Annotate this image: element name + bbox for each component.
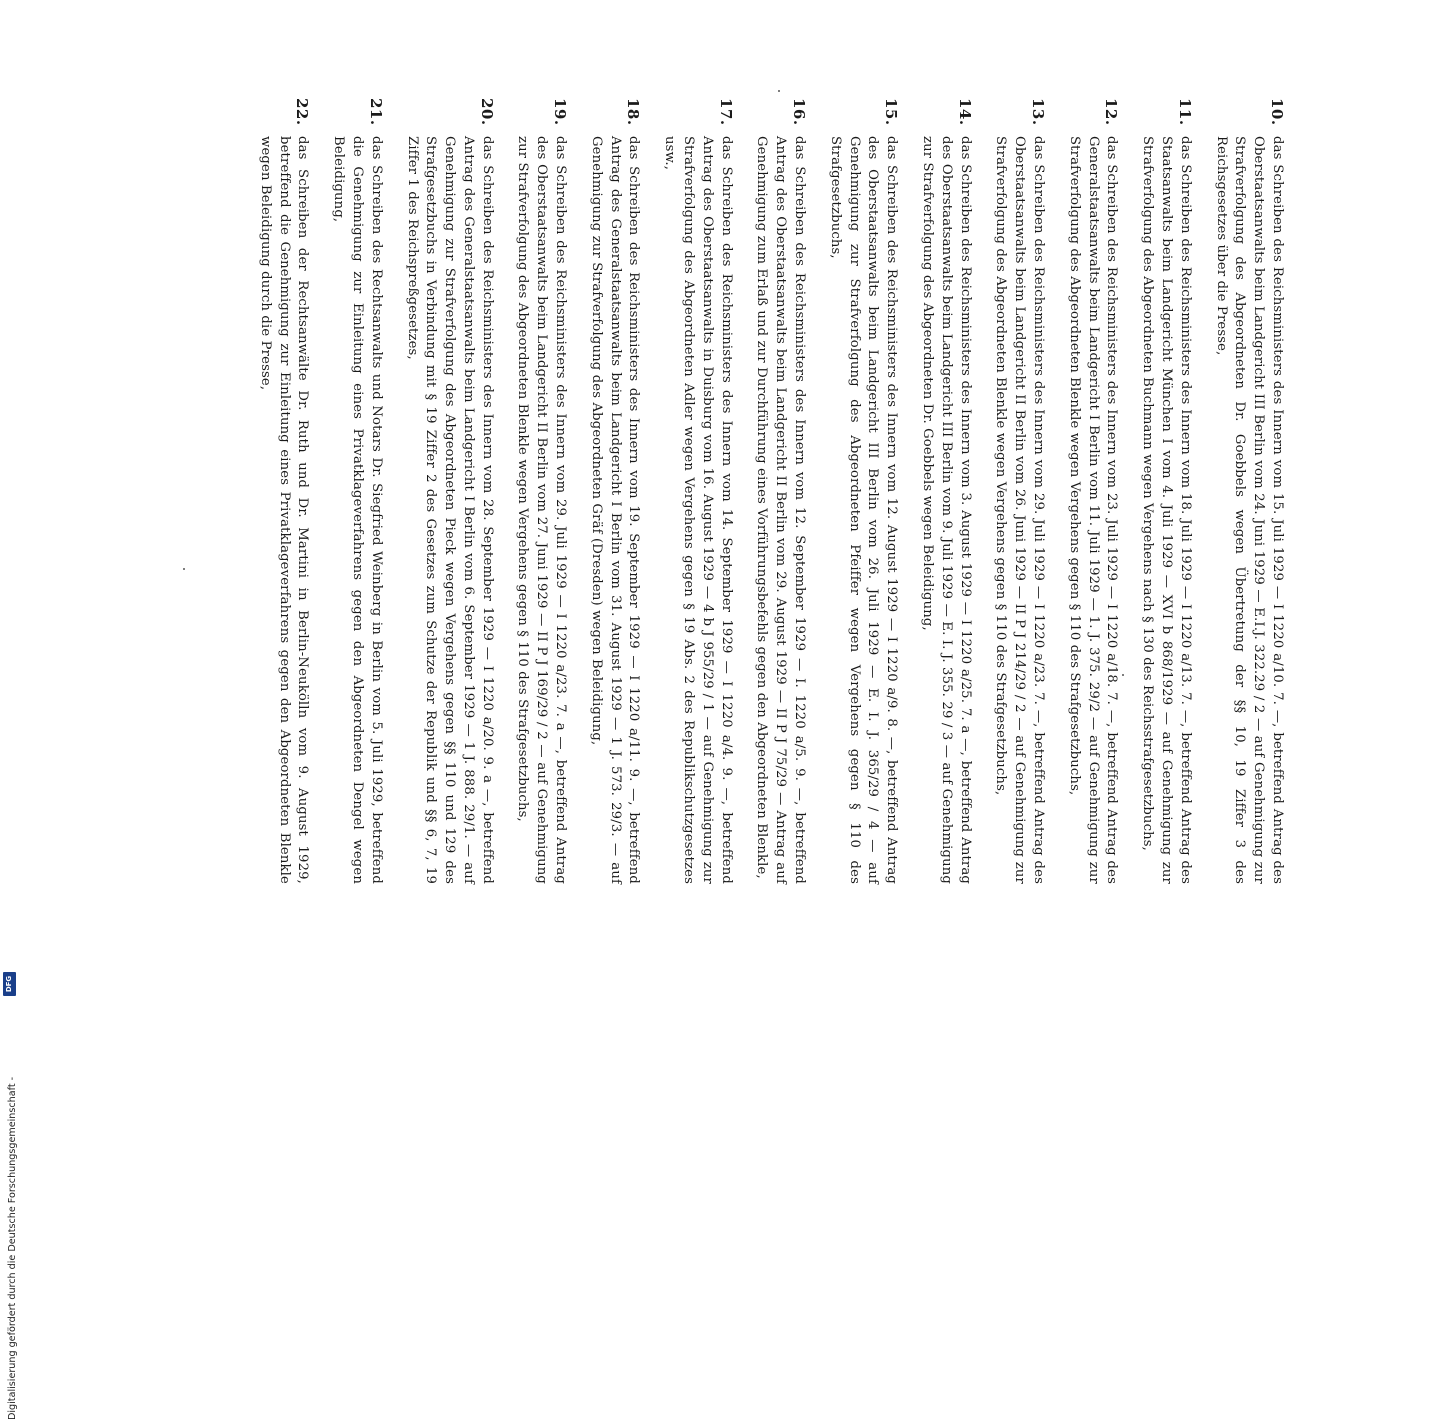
entry-text: das Schreiben der Rechtsanwälte Dr. Ruth und Dr. Martini in Berlin-Neukölln vom 9. August 1929, betreffend die Genehmigung zur Einleitung eines Privatklageverfahrens gegen den Abgeordneten Blenkle wegen Beleidigung durch die Presse, [257, 136, 311, 884]
dfg-logo-icon [3, 972, 16, 996]
list-item [1137, 98, 1193, 884]
entry-text: das Schreiben des Reichsministers des Innern vom 18. Juli 1929 — I 1220 a/13. 7. —, betreffend Antrag des Staatsanwalts beim Landgericht München I vom 4. Juli 1929 — XVI b 868/1929 — auf Genehmigung zur Strafverfolgung des Abgeordneten Buchmann wegen Vergehens nach § 130 des Reichsstrafgesetzbuchs, [1140, 136, 1193, 884]
entry-text: das Schreiben des Reichsministers des Innern vom 19. September 1929 — I 1220 a/11. 9. —, betreffend Antrag des Generalstaatsanwalts beim Landgericht I Berlin vom 31. August 1929 — 1 J. 573. 29/3. — auf Genehmigung zur Strafverfolgung des Abgeordneten Gräf (Dresden) wegen Beleidigung, [588, 136, 642, 884]
entry-number: 11. [1175, 98, 1194, 126]
entry-text: das Schreiben des Reichsministers des Innern vom 12. August 1929 — I 1220 a/9. 8. —, betreffend Antrag des Oberstaatsanwalts beim Landgericht III Berlin vom 26. Juli 1929 — E. I. J. 365/29 / 4 — auf Genehmigung zur Strafverfolgung des Abgeordneten Pfeiffer wegen Vergehens gegen § 110 des Strafgesetzbuchs, [827, 136, 900, 884]
list-item [513, 98, 569, 884]
entry-number: 18. [624, 98, 643, 126]
list-item [917, 98, 973, 884]
dfg-logo-text: DFG [5, 975, 14, 993]
list-item [991, 98, 1047, 884]
entry-text: das Schreiben des Reichsministers des Innern vom 14. September 1929 — I 1220 a/4. 9. —, betreffend Antrag des Oberstaatsanwalts in Duisburg vom 16. August 1929 — 4 b J 955/29 / 1 — auf Genehmigung zur Strafverfolgung des Abgeordneten Adler wegen Vergehens gegen § 19 Abs. 2 des Republikschutzgesetzes usw., [662, 136, 734, 884]
list-item [1064, 98, 1120, 884]
list-item [328, 98, 384, 884]
entry-number: 22. [293, 98, 312, 126]
entry-text: das Schreiben des Rechtsanwalts und Notars Dr. Siegfried Weinberg in Berlin vom 5. Juli 1929, betreffend die Genehmigung zur Einleitung eines Privatklageverfahrens gegen den Abgeordneten Dengel wegen Beleidigung, [331, 136, 384, 884]
entry-number: 19. [551, 98, 570, 126]
entry-number: 12. [1102, 98, 1121, 126]
entry-number: 14. [955, 98, 974, 126]
list-item [402, 98, 496, 884]
entry-text: das Schreiben des Reichsministers des Innern vom 12. September 1929 — I. 1220 a/5. 9. —, betreffend Antrag des Oberstaatsanwalts beim Landgericht II Berlin vom 29. August 1929 — II P J 75/29 — Antrag auf Genehmigung zum Erlaß und zur Durchführung eines Vorführungsbefehls gegen den Abgeordneten Blenkle, [754, 136, 808, 884]
list-item [752, 98, 808, 884]
scan-speck [183, 568, 185, 570]
entry-text: das Schreiben des Reichsministers des Innern vom 3. August 1929 — I 1220 a/25. 7. a —, betreffend Antrag des Oberstaatsanwalts beim Landgericht III Berlin vom 9. Juli 1929 — E. I. J. 355. 29 / 3 — auf Genehmigung zur Strafverfolgung des Abgeordneten Dr. Goebbels wegen Beleidigung, [920, 136, 973, 884]
entry-text: das Schreiben des Reichsministers des Innern vom 29. Juli 1929 — I 1220 a/23. 7. a —, betreffend Antrag des Oberstaatsanwalts beim Landgericht II Berlin vom 27. Juni 1929 — II P J 169/29 / 2 — auf Genehmigung zur Strafverfolgung des Abgeordneten Blenkle wegen Vergehens gegen § 110 des Strafgesetzbuchs, [515, 136, 569, 884]
digitization-note-text: Digitalisierung gefördert durch die Deutsche Forschungsgemeinschaft - [7, 1076, 18, 1420]
scan-speck [1122, 674, 1124, 676]
list-item [659, 98, 734, 884]
entry-number: 16. [790, 98, 809, 126]
entry-number: 15. [882, 98, 901, 126]
entry-number: 21. [366, 98, 385, 126]
digitization-note [6, 1000, 32, 1420]
entry-text: das Schreiben des Reichsministers des Innern vom 28. September 1929 — I 1220 a/20. 9. a —, betreffend Antrag des Generalstaatsanwalts beim Landgericht I Berlin vom 6. September 1929 — 1 J. 888. 29/1. — auf Genehmigung zur Strafverfolgung des Abgeordneten Pieck wegen Vergehens gegen §§ 110 und 129 des Strafgesetzbuchs in Verbindung mit § 19 Ziffer 2 des Gesetzes zum Schutze der Republik und §§ 6, 7, 19 Ziffer 1 des Reichspreßgesetzes, [404, 136, 495, 884]
entry-text: das Schreiben des Reichsministers des Innern vom 15. Juli 1929 — I 1220 a/10. 7. —, betreffend Antrag des Oberstaatsanwalts beim Landgericht III Berlin vom 24. Juni 1929 — E.I.J. 322.29 / 2 — auf Genehmigung zur Strafverfolgung des Abgeordneten Dr. Goebbels wegen Übertretung der §§ 10, 19 Ziffer 3 des Reichsgesetzes über die Presse, [1213, 136, 1285, 884]
entry-number: 20. [477, 98, 496, 126]
entry-list [238, 98, 1286, 884]
list-item [825, 98, 900, 884]
scan-speck [778, 90, 780, 92]
list-item [1211, 98, 1286, 884]
list-item [586, 98, 642, 884]
entry-number: 10. [1268, 98, 1286, 126]
entry-text: das Schreiben des Reichsministers des Innern vom 23. Juli 1929 — I 1220 a/18. 7. —, betreffend Antrag des Generalstaatsanwalts beim Landgericht I Berlin vom 11. Juli 1929 — 1. J. 375. 29/2 — auf Genehmigung zur Strafverfolgung des Abgeordneten Blenkle wegen Vergehens gegen § 110 des Strafgesetzbuchs, [1066, 136, 1120, 884]
list-item [255, 98, 311, 884]
entry-number: 17. [716, 98, 735, 126]
entry-number: 13. [1029, 98, 1048, 126]
entry-text: das Schreiben des Reichsministers des Innern vom 29. Juli 1929 — I 1220 a/23. 7. —, betreffend Antrag des Oberstaatsanwalts beim Landgericht II Berlin vom 26. Juni 1929 — II P J 214/29 / 2 — auf Genehmigung zur Strafverfolgung des Abgeordneten Blenkle wegen Vergehens gegen § 110 des Strafgesetzbuchs, [993, 136, 1047, 884]
